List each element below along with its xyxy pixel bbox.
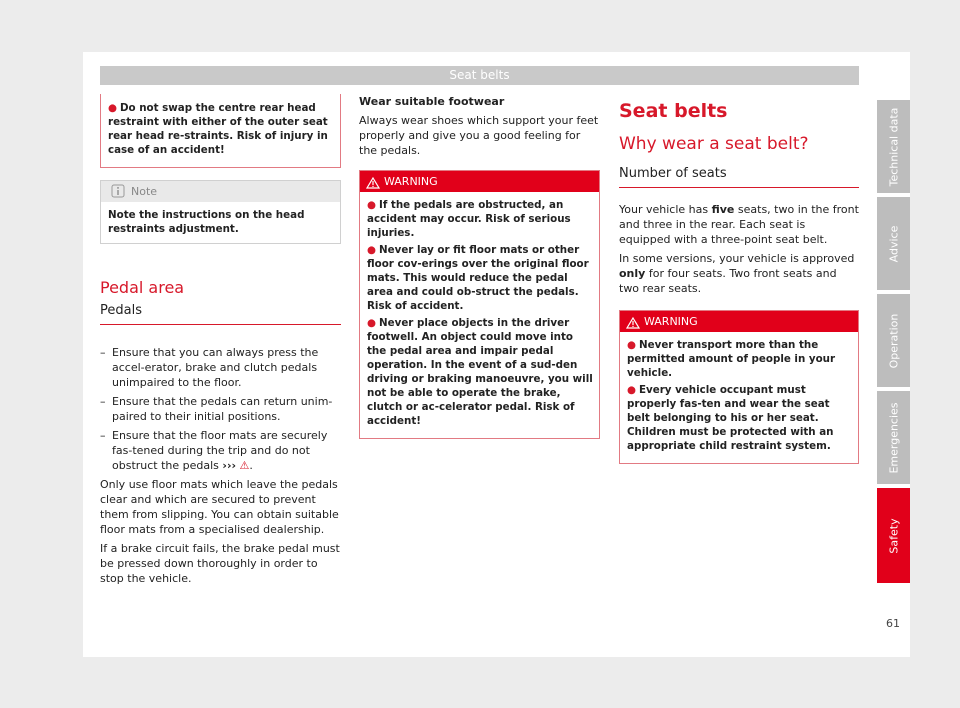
warning-item: If the pedals are obstructed, an accident may occur. Risk of serious injuries. <box>367 199 571 239</box>
warning-box <box>359 170 600 439</box>
subsection-title: Pedals <box>100 303 341 325</box>
note-box <box>100 180 341 244</box>
section-title: Pedal area <box>100 278 185 297</box>
bullet-icon: ● <box>627 384 636 396</box>
column-3 <box>619 94 859 464</box>
warning-box <box>619 310 859 464</box>
column-2 <box>359 94 600 439</box>
warning-item: Never place objects in the driver footwell. An object could move into the pedal area and impair pedal operation. In the event of a sud-den driving or braking manoeuvre, you will not be able to operate the brake, clutch or ac-celerator pedal. Risk of accident! <box>367 317 593 427</box>
seats-paragraph-1: Your vehicle has five seats, two in the front and three in the rear. Each seat is equipped with a three-point seat belt. <box>619 203 859 246</box>
chapter-subtitle: Why wear a seat belt? <box>619 134 809 154</box>
note-text: Note the instructions on the head restraints adjustment. <box>108 209 305 235</box>
bullet-icon: ● <box>367 317 376 329</box>
tab-advice[interactable]: Advice <box>877 197 910 290</box>
page-number: 61 <box>886 617 900 630</box>
note-title: Note <box>131 185 158 198</box>
warning-item: Never transport more than the permitted amount of people in your vehicle. <box>627 339 836 379</box>
tab-technical-data[interactable]: Technical data <box>877 100 910 193</box>
reference-arrow[interactable]: ››› <box>222 459 237 472</box>
list-item: – Ensure that the pedals can return unim-paired to their initial positions. <box>100 394 341 424</box>
footwear-heading: Wear suitable footwear <box>359 95 505 108</box>
bullet-icon: ● <box>108 102 117 114</box>
warning-item: Never lay or fit floor mats or other floor cov-erings over the original floor mats. This would reduce the pedal area and could ob-struct the pedals. Risk of accident. <box>367 244 589 312</box>
column-1 <box>100 94 341 590</box>
tab-emergencies[interactable]: Emergencies <box>877 391 910 484</box>
seats-paragraph-2: In some versions, your vehicle is approved only for four seats. Two front seats and two rear seats. <box>619 252 855 295</box>
warning-title: WARNING <box>644 315 698 328</box>
brake-circuit-paragraph: If a brake circuit fails, the brake pedal must be pressed down thoroughly in order to stop the vehicle. <box>100 542 340 585</box>
tab-safety[interactable]: Safety <box>877 488 910 583</box>
footwear-paragraph: Always wear shoes which support your feet properly and give you a good feeling for the pedals. <box>359 114 599 157</box>
warning-title: WARNING <box>384 175 438 188</box>
warning-icon <box>366 175 380 196</box>
top-warning-box <box>100 94 341 168</box>
list-item: – Ensure that you can always press the accel-erator, brake and clutch pedals unimpaired to the floor. <box>100 345 341 390</box>
section-number-of-seats: Number of seats <box>619 166 859 188</box>
warning-item: Every vehicle occupant must properly fas-ten and wear the seat belt belonging to his or her seat. Children must be protected with an appropriate child restraint system. <box>627 384 834 452</box>
bullet-icon: ● <box>367 199 376 211</box>
bullet-icon: ● <box>627 339 636 351</box>
top-warning-text: Do not swap the centre rear head restraint with either of the outer seat rear head re-straints. Risk of injury in case of an accident! <box>108 102 328 156</box>
warning-icon <box>626 315 640 336</box>
tab-operation[interactable]: Operation <box>877 294 910 387</box>
pedal-list <box>100 345 341 473</box>
info-icon <box>111 184 125 205</box>
floor-mats-paragraph: Only use floor mats which leave the pedals clear and which are secured to prevent them from slipping. You can obtain suitable floor mats from a specialised dealership. <box>100 478 339 536</box>
list-item: – Ensure that the floor mats are securely fas-tened during the trip and do not obstruct the pedals ››› ⚠. <box>100 428 341 473</box>
warning-triangle-icon: ⚠ <box>239 459 250 472</box>
page-header: Seat belts <box>100 66 859 85</box>
chapter-title: Seat belts <box>619 100 728 122</box>
bullet-icon: ● <box>367 244 376 256</box>
